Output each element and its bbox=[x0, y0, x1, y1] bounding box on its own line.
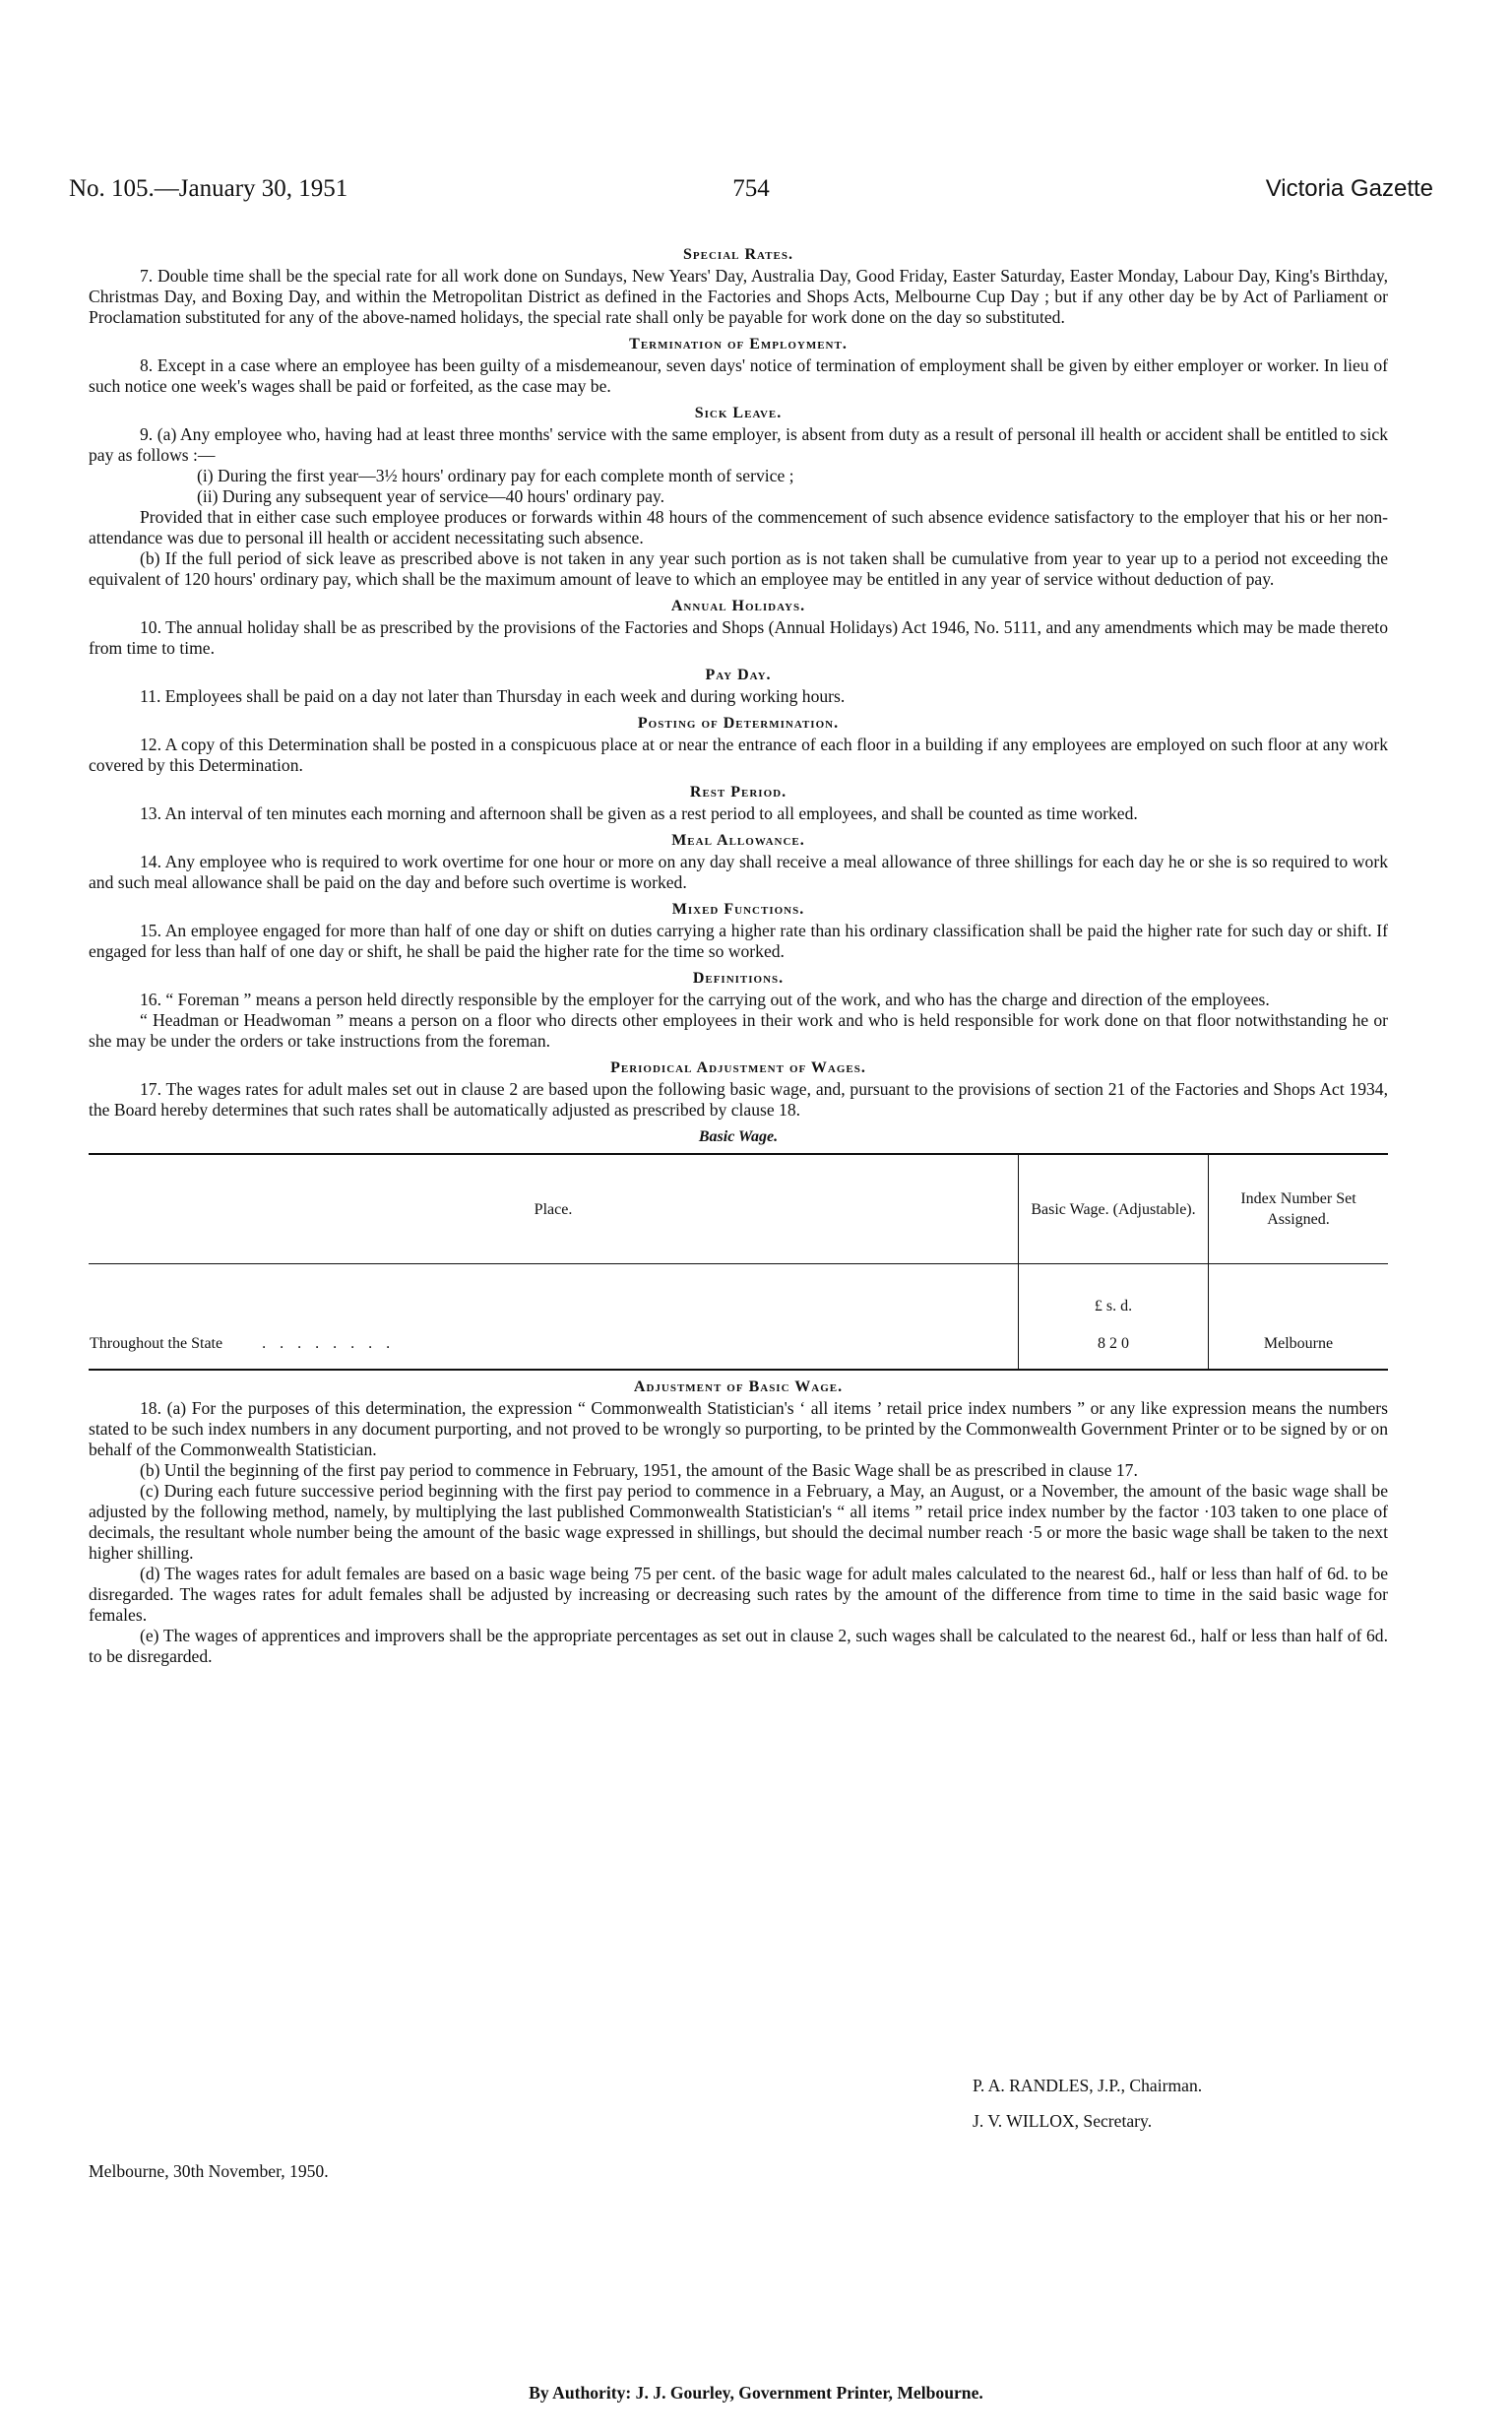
clause-15: 15. An employee engaged for more than half of one day or shift on duties carrying a higher rate than his ordinary classification shall be paid the higher rate for such day or shift. If engaged for less than half of one day or shift, he shall be paid the higher rate for the time so worked. bbox=[89, 921, 1388, 961]
col-place-header: Place. bbox=[89, 1154, 1019, 1264]
clause-18e: (e) The wages of apprentices and improvers shall be the appropriate percentages as set out in clause 2, such wages shall be calculated to the nearest 6d., half or less than half of 6d. to be disregarded. bbox=[89, 1626, 1388, 1666]
page-number: 754 bbox=[732, 175, 770, 202]
heading-annual-holidays: Annual Holidays. bbox=[670, 598, 806, 614]
basic-wage-caption: Basic Wage. bbox=[698, 1128, 779, 1145]
issue-number-date: No. 105.—January 30, 1951 bbox=[69, 175, 348, 202]
clause-12: 12. A copy of this Determination shall be posted in a conspicuous place at or near the entrance of each floor in a building if any employees are employed on such floor at any work covered by this Determination. bbox=[89, 735, 1388, 775]
basic-wage-table bbox=[89, 1153, 1388, 1371]
secretary-signature: J. V. WILLOX, Secretary. bbox=[973, 2111, 1153, 2131]
heading-pay-day: Pay Day. bbox=[705, 667, 772, 683]
clause-10: 10. The annual holiday shall be as prescribed by the provisions of the Factories and Shops (Annual Holidays) Act 1946, No. 5111, and any amendments which may be made thereto from time to time. bbox=[89, 617, 1388, 658]
clause-18b: (b) Until the beginning of the first pay period to commence in February, 1951, the amount of the Basic Wage shall be as prescribed in clause 17. bbox=[140, 1460, 1138, 1480]
clause-17: 17. The wages rates for adult males set out in clause 2 are based upon the following basic wage, and, pursuant to the provisions of section 21 of the Factories and Shops Act 1934, the Board hereby determines that such rates shall be automatically adjusted as prescribed by clause 18. bbox=[89, 1079, 1388, 1120]
signature-block bbox=[973, 2068, 1202, 2139]
heading-sick-leave: Sick Leave. bbox=[694, 405, 783, 421]
heading-posting: Posting of Determination. bbox=[637, 715, 840, 732]
place-and-date: Melbourne, 30th November, 1950. bbox=[89, 2161, 329, 2181]
clause-9a-i: (i) During the first year—3½ hours' ordinary pay for each complete month of service ; bbox=[197, 466, 794, 485]
printer-imprint: By Authority: J. J. Gourley, Government Printer, Melbourne. bbox=[529, 2383, 983, 2403]
col-basic-wage-header: Basic Wage. (Adjustable). bbox=[1019, 1154, 1209, 1264]
row-index-number: Melbourne bbox=[1209, 1317, 1389, 1370]
top-rule bbox=[0, 0, 1512, 3]
table-row bbox=[89, 1317, 1388, 1370]
clause-7: 7. Double time shall be the special rate for all work done on Sundays, New Years' Day, Australia Day, Good Friday, Easter Saturday, Easter Monday, Labour Day, King's Birthday, Christmas Day, and Boxing Day, and within the Metropolitan District as defined in the Factories and Shops Acts, Melbourne Cup Day ; but if any other day be by Act of Parliament or Proclamation substituted for any of the above-named holidays, the special rate shall only be payable for work done on the day so substituted. bbox=[89, 266, 1388, 327]
clause-9b: (b) If the full period of sick leave as prescribed above is not taken in any year such portion as is not taken shall be cumulative from year to year up to a period not exceeding the equivalent of 120 hours' ordinary pay, which shall be the maximum amount of leave to which an employee may be entitled in any year of service without deduction of pay. bbox=[89, 548, 1388, 589]
heading-adjustment-basic-wage: Adjustment of Basic Wage. bbox=[633, 1378, 844, 1395]
row-place: Throughout the State bbox=[90, 1334, 223, 1352]
clause-14: 14. Any employee who is required to work overtime for one hour or more on any day shall receive a meal allowance of three shillings for each day he or she is so required to work and such meal allowance shall be paid on the day and before such overtime is worked. bbox=[89, 852, 1388, 892]
table-header-row bbox=[89, 1154, 1388, 1264]
heading-meal-allowance: Meal Allowance. bbox=[671, 832, 805, 849]
row-basic-wage: 8 2 0 bbox=[1019, 1317, 1209, 1370]
heading-periodical-adjustment: Periodical Adjustment of Wages. bbox=[610, 1059, 866, 1076]
heading-definitions: Definitions. bbox=[692, 970, 785, 987]
clause-18d: (d) The wages rates for adult females are based on a basic wage being 75 per cent. of the basic wage for adult males calculated to the nearest 6d., half or less than half of 6d. to be disregarded. The wages rates for adult females shall be adjusted by increasing or decreasing such rates by the amount of the difference from time to time in the said basic wage for females. bbox=[89, 1564, 1388, 1625]
heading-mixed-functions: Mixed Functions. bbox=[671, 901, 805, 918]
publication-title: Victoria Gazette bbox=[1265, 175, 1433, 202]
heading-rest-period: Rest Period. bbox=[689, 784, 788, 801]
clause-16-foreman: 16. “ Foreman ” means a person held directly responsible by the employer for the carrying out of the work, and who has the charge and direction of the employees. bbox=[140, 990, 1270, 1009]
leader-dots: ........ bbox=[262, 1334, 405, 1352]
heading-special-rates: Special Rates. bbox=[683, 246, 793, 263]
clause-9a: 9. (a) Any employee who, having had at least three months' service with the same employer, is absent from duty as a result of personal ill health or accident shall be entitled to sick pay as follows :— bbox=[89, 424, 1388, 465]
chairman-signature: P. A. RANDLES, J.P., Chairman. bbox=[973, 2076, 1203, 2095]
heading-termination: Termination of Employment. bbox=[629, 336, 848, 353]
clause-16-headman: “ Headman or Headwoman ” means a person on a floor who directs other employees in their work and who is held responsible for work done on that floor notwithstanding he or she may be under the orders or take instructions from the foreman. bbox=[89, 1010, 1388, 1051]
table-units-row bbox=[89, 1264, 1388, 1318]
clause-18a: 18. (a) For the purposes of this determination, the expression “ Commonwealth Statistician's ‘ all items ’ retail price index numbers ” or any like expression means the numbers stated to be such index numbers in any document purporting, and not proved to be wrongly so purporting, to be printed by the Commonwealth Government Printer or to be signed by or on behalf of the Commonwealth Statistician. bbox=[89, 1398, 1388, 1459]
clause-9-proviso: Provided that in either case such employee produces or forwards within 48 hours of the commencement of such absence evidence satisfactory to the employer that his or her non-attendance was due to personal ill health or accident necessitating such absence. bbox=[89, 507, 1388, 547]
clause-13: 13. An interval of ten minutes each morning and afternoon shall be given as a rest period to all employees, and shall be counted as time worked. bbox=[140, 803, 1138, 823]
clause-18c: (c) During each future successive period beginning with the first pay period to commence in a February, a May, an August, or a November, the amount of the basic wage shall be adjusted by the following method, namely, by multiplying the last published Commonwealth Statistician's “ all items ” retail price index number by the factor ·103 taken to one place of decimals, the resultant whole number being the amount of the basic wage expressed in shillings, but should the decimal number reach ·5 or more the basic wage shall be taken to the next higher shilling. bbox=[89, 1481, 1388, 1563]
currency-units: £ s. d. bbox=[1019, 1264, 1209, 1318]
document-body bbox=[89, 238, 1388, 1667]
clause-8: 8. Except in a case where an employee has been guilty of a misdemeanour, seven days' notice of termination of employment shall be given by either employer or worker. In lieu of such notice one week's wages shall be paid or forfeited, as the case may be. bbox=[89, 355, 1388, 396]
page-header bbox=[69, 175, 1433, 215]
clause-9a-ii: (ii) During any subsequent year of service—40 hours' ordinary pay. bbox=[197, 486, 664, 506]
clause-11: 11. Employees shall be paid on a day not later than Thursday in each week and during working hours. bbox=[140, 686, 846, 706]
col-index-number-header: Index Number Set Assigned. bbox=[1209, 1154, 1389, 1264]
